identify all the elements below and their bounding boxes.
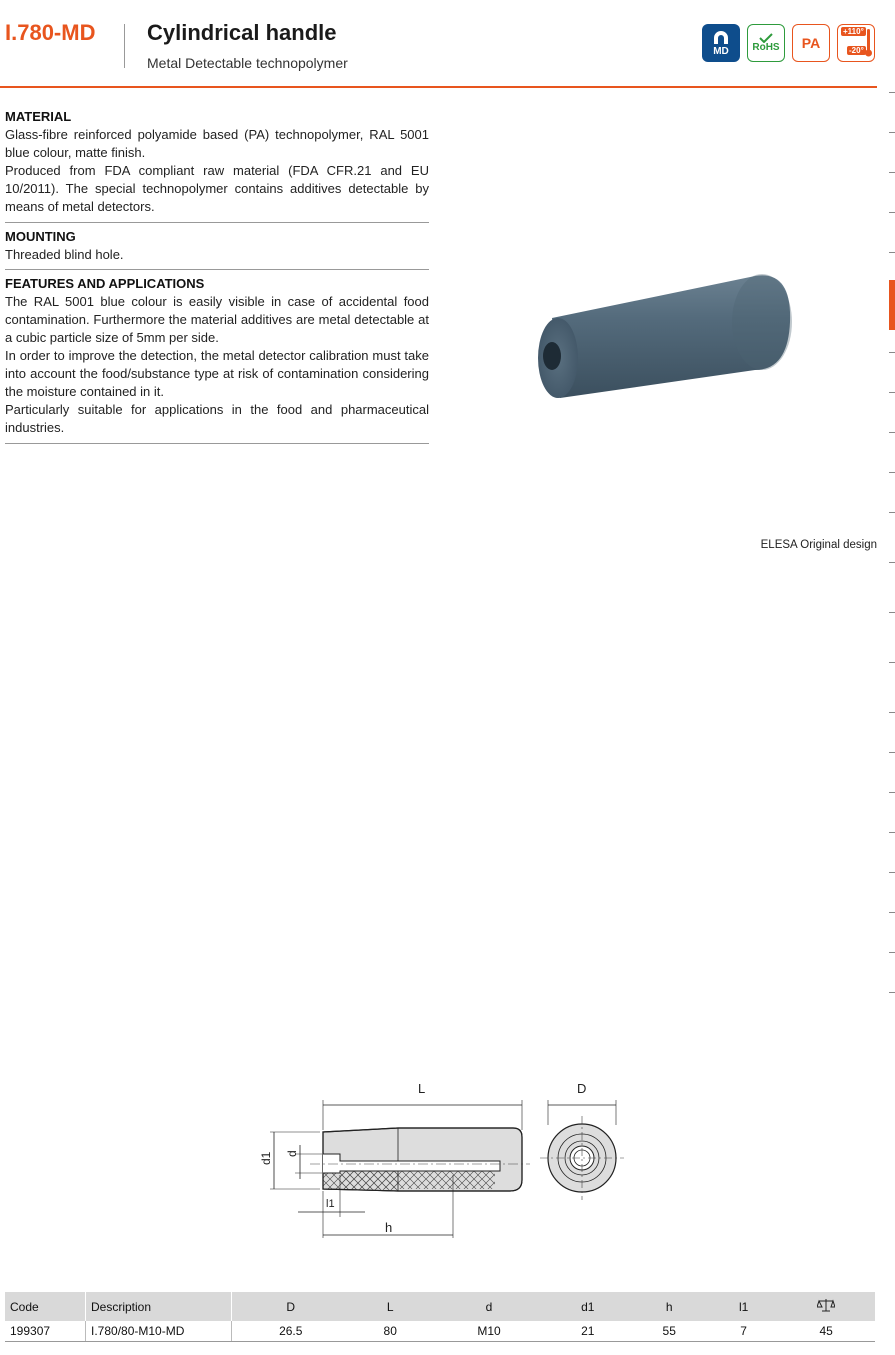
features-section <box>5 275 429 437</box>
cell-code: 199307 <box>5 1321 86 1342</box>
material-heading: MATERIAL <box>5 109 72 124</box>
dimension-label-l1: l1 <box>326 1198 335 1210</box>
pa-badge <box>792 24 830 62</box>
temperature-badge <box>837 24 875 62</box>
dimension-label-d1: d1 <box>259 1151 273 1165</box>
metal-detectable-badge <box>702 24 740 62</box>
section-divider <box>5 222 429 223</box>
features-text-3: Particularly suitable for applications in the food and pharmaceutical industries. <box>5 402 429 435</box>
product-subtitle: Metal Detectable technopolymer <box>147 55 348 71</box>
column-header-l1: l1 <box>710 1292 777 1321</box>
column-header-h: h <box>629 1292 710 1321</box>
mounting-heading: MOUNTING <box>5 229 76 244</box>
cell-weight: 45 <box>777 1321 875 1342</box>
cell-L: 80 <box>350 1321 431 1342</box>
dimension-label-D: D <box>577 1081 587 1096</box>
cell-l1: 7 <box>710 1321 777 1342</box>
active-chapter-tab[interactable] <box>889 280 895 330</box>
mounting-text: Threaded blind hole. <box>5 247 124 262</box>
product-image <box>530 270 800 410</box>
magnet-icon <box>711 30 731 46</box>
features-heading: FEATURES AND APPLICATIONS <box>5 276 205 291</box>
chapter-tabs <box>887 92 895 1000</box>
header-rule <box>0 86 877 88</box>
section-divider <box>5 443 429 444</box>
md-badge-label: MD <box>713 45 729 57</box>
temp-low-label: -20° <box>849 46 864 55</box>
column-header-code: Code <box>5 1292 86 1321</box>
technical-drawing <box>250 1075 640 1250</box>
table-header-row <box>5 1292 875 1321</box>
cell-d: M10 <box>431 1321 547 1342</box>
rohs-badge <box>747 24 785 62</box>
section-divider <box>5 269 429 270</box>
specifications-table <box>5 1292 875 1342</box>
material-text-2: Produced from FDA compliant raw material (FDA CFR.21 and EU 10/2011). The special technopolymer contains additives detectable by means of metal detectors. <box>5 163 429 214</box>
dimension-label-L: L <box>418 1081 426 1096</box>
product-title: Cylindrical handle <box>147 20 337 45</box>
material-text-1: Glass-fibre reinforced polyamide based (PA) technopolymer, RAL 5001 blue colour, matte finish. <box>5 127 429 160</box>
column-header-description: Description <box>86 1292 232 1321</box>
column-header-d1: d1 <box>547 1292 628 1321</box>
features-text-2: In order to improve the detection, the metal detector calibration must take into account the food/substance type at risk of contamination considering the moisture contained in it. <box>5 348 429 399</box>
rohs-badge-label: RoHS <box>752 42 780 53</box>
dimension-label-h: h <box>385 1220 393 1235</box>
cell-h: 55 <box>629 1321 710 1342</box>
product-code: I.780-MD <box>5 20 96 45</box>
dimension-label-d: d <box>285 1150 299 1157</box>
column-header-weight <box>777 1292 875 1321</box>
scale-icon <box>817 1298 835 1312</box>
certification-badges <box>702 24 875 62</box>
cell-description: I.780/80-M10-MD <box>86 1321 232 1342</box>
thermometer-icon <box>865 28 872 58</box>
design-credit: ELESA Original design <box>760 539 877 551</box>
cell-d1: 21 <box>547 1321 628 1342</box>
material-section <box>5 108 429 216</box>
header-divider <box>124 24 125 68</box>
column-header-L: L <box>350 1292 431 1321</box>
table-row <box>5 1321 875 1342</box>
pa-badge-label: PA <box>801 35 821 51</box>
cell-D: 26.5 <box>232 1321 350 1342</box>
mounting-section <box>5 228 429 264</box>
column-header-d: d <box>431 1292 547 1321</box>
column-header-D: D <box>232 1292 350 1321</box>
temp-high-label: +110° <box>843 27 864 36</box>
features-text-1: The RAL 5001 blue colour is easily visible in case of accidental food contamination. Furthermore the material additives are metal detectable at a cubic particle size of 5mm per side. <box>5 294 429 345</box>
